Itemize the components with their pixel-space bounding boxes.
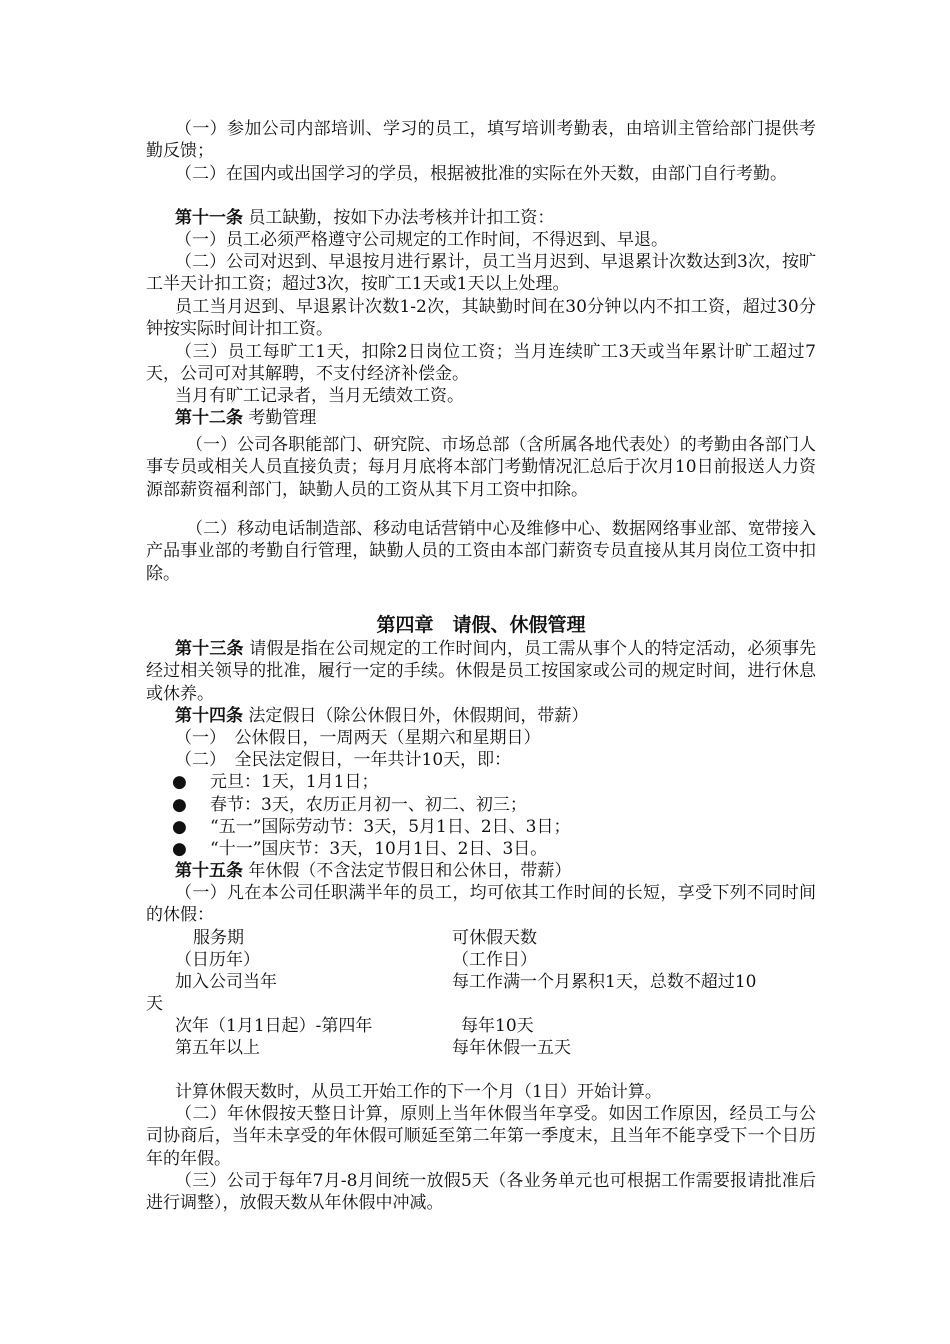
list-item-text: 元旦：1天，1月1日； [210,772,379,792]
article-14 [146,705,816,727]
paragraph-annual-leave-eligibility: （一）凡在本公司任职满半年的员工，均可依其工作时间的长短，享受下列不同时间的休假： [146,883,816,926]
article-15-heading: 第十五条 [175,861,243,881]
table-row-3-period: 第五年以上 [175,1038,260,1058]
paragraph-business-units-attendance: （二）移动电话制造部、移动电话营销中心及维修中心、数据网络事业部、宽带接入产品事业部的考勤自行管理，缺勤人员的工资由本部门薪资专员直接从其月岗位工资中扣除。 [146,519,816,584]
table-row-3-days: 每年休假一五天 [452,1038,571,1058]
article-11-heading: 第十一条 [175,208,243,228]
paragraph-leave-calculation: 计算休假天数时，从员工开始工作的下一个月（1日）开始计算。 [175,1082,662,1102]
paragraph-department-attendance: （一）公司各职能部门、研究院、市场总部（含所属各地代表处）的考勤由各部门人事专员或相关人员直接负责；每月月底将本部门考勤情况汇总后于次月10日前报送人力资源部薪资福利部门，缺勤人员的工资从其下月工资中扣除。 [146,435,816,500]
article-14-heading: 第十四条 [175,706,243,726]
paragraph-late-deduction: 员工当月迟到、早退累计次数1-2次，其缺勤时间在30分钟以内不扣工资，超过30分钟按实际时间计扣工资。 [146,297,816,340]
bullet-icon: ● [172,772,187,792]
bullet-icon: ● [172,817,187,837]
article-13-heading: 第十三条 [175,639,244,659]
table-row-1-period: 加入公司当年 [175,972,277,992]
paragraph-annual-leave-rules: （二）年休假按天整日计算，原则上当年休假当年享受。如因工作原因，经员工与公司协商后，当年未享受的年休假可顺延至第二年第一季度末，且当年不能享受下一个日历年的年假。 [146,1104,816,1169]
article-11 [146,207,816,229]
paragraph-public-holidays: （二） 全民法定假日，一年共计10天，即： [175,750,512,770]
list-item-text: “五一”国际劳动节：3天，5月1日、2日、3日； [210,817,571,837]
list-item [172,838,812,860]
table-row-2-period: 次年（1月1日起）-第四年 [175,1016,373,1036]
table-header-leave-days: 可休假天数 [452,928,537,948]
article-13-text: 请假是指在公司规定的工作时间内，员工需从事个人的特定活动，必须事先经过相关领导的批准，履行一定的手续。休假是员工按国家或公司的规定时间，进行休息或休养。 [146,639,817,704]
paragraph-weekly-rest: （一） 公休假日，一周两天（星期六和星期日） [175,728,541,748]
article-12-heading: 第十二条 [175,408,243,428]
bullet-icon: ● [172,839,187,859]
article-11-text: 员工缺勤，按如下办法考核并计扣工资： [243,208,555,228]
chapter-4-title: 第四章 请假、休假管理 [376,614,586,636]
bullet-icon: ● [172,795,187,815]
list-item [172,816,812,838]
list-item [172,771,812,793]
article-13 [146,638,816,705]
table-row-1-days: 每工作满一个月累积1天，总数不超过10 [452,972,757,992]
list-item-text: 春节：3天，农历正月初一、初二、初三； [210,795,527,815]
table-subheader-calendar-year: （日历年） [175,950,260,970]
paragraph-late-accumulation: （二）公司对迟到、早退按月进行累计，员工当月迟到、早退累计次数达到3次，按旷工半天计扣工资；超过3次，按旷工1天或1天以上处理。 [146,252,816,295]
paragraph-absenteeism: （三）员工每旷工1天，扣除2日岗位工资；当月连续旷工3天或当年累计旷工超过7天，公司可对其解聘，不支付经济补偿金。 [146,342,816,385]
paragraph-training-attendance: （一）参加公司内部培训、学习的员工，填写培训考勤表，由培训主管给部门提供考勤反馈； [146,119,816,162]
list-item-text: “十一”国庆节：3天，10月1日、2日、3日。 [210,839,548,859]
paragraph-study-attendance: （二）在国内或出国学习的学员，根据被批准的实际在外天数，由部门自行考勤。 [175,164,787,184]
article-12 [146,407,816,429]
table-row-1-wrap: 天 [146,994,163,1014]
article-15 [146,860,816,882]
table-header-service-period: 服务期 [193,928,244,948]
table-subheader-working-days: （工作日） [452,950,537,970]
table-row-2-days: 每年10天 [461,1016,534,1036]
article-14-text: 法定假日（除公休假日外，休假期间，带薪） [243,706,589,726]
paragraph-no-performance-pay: 当月有旷工记录者，当月无绩效工资。 [175,386,464,406]
paragraph-summer-leave: （三）公司于每年7月-8月间统一放假5天（各业务单元也可根据工作需要报请批准后进行调整），放假天数从年休假中冲减。 [146,1171,816,1214]
article-15-text: 年休假（不含法定节假日和公休日，带薪） [243,861,572,881]
list-item [172,794,812,816]
article-12-text: 考勤管理 [243,408,317,428]
paragraph-working-time: （一）员工必须严格遵守公司规定的工作时间，不得迟到、早退。 [175,230,668,250]
